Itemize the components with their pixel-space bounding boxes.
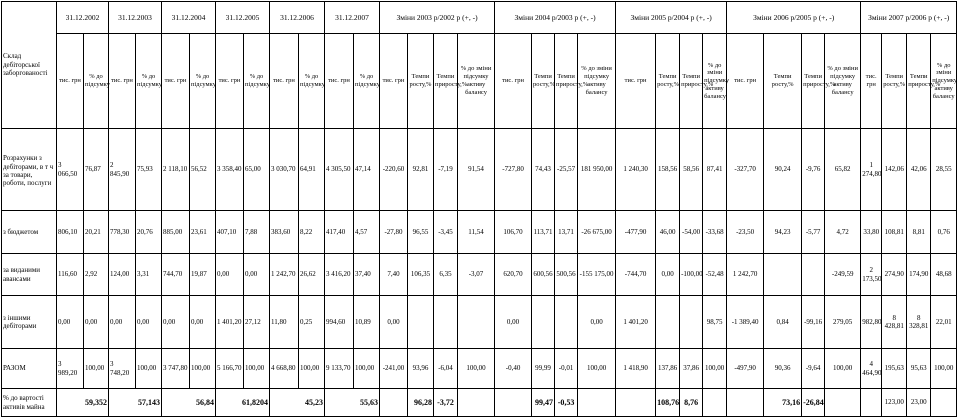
value-cell: -241,00 [380, 349, 408, 389]
value-cell: 3 416,20 [325, 254, 354, 296]
value-cell: 45,23 [270, 389, 325, 417]
value-cell: -6,04 [434, 349, 458, 389]
value-cell: 108,76 [656, 389, 680, 417]
value-cell: 2 173,50 [861, 254, 882, 296]
value-cell: 48,68 [931, 254, 957, 296]
value-cell: 73,16 [764, 389, 802, 417]
value-cell: 100,00 [84, 349, 109, 389]
value-cell: -497,90 [727, 349, 764, 389]
value-cell: -99,16 [802, 296, 825, 349]
value-cell: 58,56 [680, 129, 703, 211]
value-cell: 3 358,40 [216, 129, 244, 211]
col-header: Темпи приросту,% [680, 34, 703, 129]
value-cell: 4 464,90 [861, 349, 882, 389]
value-cell: 26,62 [299, 254, 325, 296]
table-row [2, 211, 957, 254]
value-cell: -26,84 [802, 389, 825, 417]
value-cell: -220,60 [380, 129, 408, 211]
table-row [2, 254, 957, 296]
value-cell: -249,59 [825, 254, 861, 296]
value-cell: -25,57 [555, 129, 578, 211]
period-header: 31.12.2003 [109, 2, 162, 34]
value-cell: 59,352 [57, 389, 109, 417]
value-cell: 7,88 [244, 211, 270, 254]
receivables-table [1, 1, 957, 417]
value-cell: 3 989,20 [57, 349, 84, 389]
value-cell [656, 296, 680, 349]
value-cell: 37,40 [354, 254, 380, 296]
col-header: Темпи росту,% [656, 34, 680, 129]
value-cell: -1 389,40 [727, 296, 764, 349]
row-label: РАЗОМ [2, 349, 57, 389]
value-cell: 13,71 [555, 211, 578, 254]
value-cell: 174,90 [907, 254, 931, 296]
row-label: Розрахунки з дебіторами, в т ч за товари, роботи, послуги [2, 129, 57, 211]
col-header: % до підсумку [84, 34, 109, 129]
value-cell: 417,40 [325, 211, 354, 254]
value-cell: -327,70 [727, 129, 764, 211]
row-label: % до вартості активів майна [2, 389, 57, 417]
col-header: Темпи приросту,% [802, 34, 825, 129]
period-header: 31.12.2006 [270, 2, 325, 34]
value-cell: 5 166,70 [216, 349, 244, 389]
value-cell: 0,00 [109, 296, 136, 349]
value-cell: -0,53 [555, 389, 578, 417]
value-cell: 195,63 [882, 349, 907, 389]
change-header: Зміни 2004 р/2003 р (+, -) [495, 2, 616, 34]
value-cell: 98,75 [703, 296, 727, 349]
value-cell: 11,54 [458, 211, 495, 254]
value-cell: 27,12 [244, 296, 270, 349]
col-header: Темпи росту,% [882, 34, 907, 129]
col-header: % до підсумку [354, 34, 380, 129]
value-cell: 274,90 [882, 254, 907, 296]
change-header: Зміни 2006 р/2005 р (+, -) [727, 2, 861, 34]
col-header: Темпи приросту,% [907, 34, 931, 129]
value-cell: 57,143 [109, 389, 162, 417]
col-header: % до зміни підсумку активу балансу [578, 34, 616, 129]
value-cell: 100,00 [354, 349, 380, 389]
value-cell: 2 845,90 [109, 129, 136, 211]
value-cell: -23,50 [727, 211, 764, 254]
value-cell: 4,57 [354, 211, 380, 254]
value-cell: 46,00 [656, 211, 680, 254]
period-header: 31.12.2004 [162, 2, 216, 34]
value-cell: 620,70 [495, 254, 532, 296]
value-cell: 56,52 [190, 129, 216, 211]
value-cell: 22,01 [931, 296, 957, 349]
value-cell: -52,48 [703, 254, 727, 296]
value-cell: 0,00 [578, 296, 616, 349]
value-cell: 1 401,20 [616, 296, 656, 349]
value-cell [532, 296, 555, 349]
value-cell [764, 254, 802, 296]
value-cell: 100,00 [825, 349, 861, 389]
value-cell: 92,81 [408, 129, 434, 211]
table-row [2, 389, 957, 417]
value-cell: 100,00 [931, 349, 957, 389]
value-cell: 6,35 [434, 254, 458, 296]
col-header: тис. грн [861, 34, 882, 129]
value-cell: 1 274,80 [861, 129, 882, 211]
value-cell: 8 428,81 [882, 296, 907, 349]
value-cell: 806,10 [57, 211, 84, 254]
value-cell: 3 066,50 [57, 129, 84, 211]
value-cell: 0,00 [190, 296, 216, 349]
col-header: % до підсумку [190, 34, 216, 129]
value-cell: 3 747,80 [162, 349, 190, 389]
value-cell: 142,06 [882, 129, 907, 211]
value-cell: 124,00 [109, 254, 136, 296]
value-cell: 123,00 [882, 389, 907, 417]
value-cell [680, 296, 703, 349]
value-cell: 23,00 [907, 389, 931, 417]
change-header: Зміни 2003 р/2002 р (+, -) [380, 2, 495, 34]
value-cell: -100,00 [680, 254, 703, 296]
value-cell: 106,70 [495, 211, 532, 254]
value-cell: 55,63 [325, 389, 380, 417]
value-cell: 90,36 [764, 349, 802, 389]
value-cell [802, 254, 825, 296]
value-cell: 0,00 [244, 254, 270, 296]
value-cell: 9 133,70 [325, 349, 354, 389]
col-header: тис. грн [270, 34, 299, 129]
value-cell: -727,80 [495, 129, 532, 211]
value-cell: 0,00 [495, 296, 532, 349]
value-cell: 4,72 [825, 211, 861, 254]
value-cell: -0,01 [555, 349, 578, 389]
change-header: Зміни 2005 р/2004 р (+, -) [616, 2, 727, 34]
value-cell: 64,91 [299, 129, 325, 211]
value-cell: 113,71 [532, 211, 555, 254]
value-cell: 4 305,50 [325, 129, 354, 211]
value-cell [408, 296, 434, 349]
value-cell: 37,86 [680, 349, 703, 389]
col-header: % до підсумку [299, 34, 325, 129]
value-cell: 74,43 [532, 129, 555, 211]
value-cell: 90,24 [764, 129, 802, 211]
period-header: 31.12.2005 [216, 2, 270, 34]
col-header: тис. грн [380, 34, 408, 129]
col-header: Темпи росту,% [764, 34, 802, 129]
col-header: тис. грн [216, 34, 244, 129]
value-cell: 1 242,70 [270, 254, 299, 296]
value-cell: 0,84 [764, 296, 802, 349]
value-cell: 100,00 [190, 349, 216, 389]
value-cell: 383,60 [270, 211, 299, 254]
row-label: за виданими авансами [2, 254, 57, 296]
value-cell: 0,00 [380, 296, 408, 349]
table-row [2, 349, 957, 389]
value-cell: 23,61 [190, 211, 216, 254]
value-cell: -27,80 [380, 211, 408, 254]
col-header: тис. грн [727, 34, 764, 129]
value-cell: 28,55 [931, 129, 957, 211]
value-cell: 108,81 [882, 211, 907, 254]
value-cell: -744,70 [616, 254, 656, 296]
value-cell: 8,76 [680, 389, 703, 417]
value-cell: 0,76 [931, 211, 957, 254]
value-cell: -0,40 [495, 349, 532, 389]
value-cell: 33,80 [861, 211, 882, 254]
value-cell: 100,00 [136, 349, 162, 389]
value-cell: 100,00 [703, 349, 727, 389]
value-cell: 100,00 [299, 349, 325, 389]
value-cell: 0,00 [216, 254, 244, 296]
value-cell: 0,00 [57, 296, 84, 349]
col-header: % до зміни підсумку активу балансу [931, 34, 957, 129]
col-header: % до зміни підсумку активу балансу [825, 34, 861, 129]
col-header: тис. грн [495, 34, 532, 129]
value-cell: 0,25 [299, 296, 325, 349]
col-header: тис. грн [162, 34, 190, 129]
value-cell: 91,54 [458, 129, 495, 211]
spreadsheet [1, 1, 957, 416]
value-cell: 7,40 [380, 254, 408, 296]
value-cell: 0,00 [162, 296, 190, 349]
value-cell: 56,84 [162, 389, 216, 417]
value-cell: 137,86 [656, 349, 680, 389]
col-header: % до зміни підсумку активу балансу [458, 34, 495, 129]
value-cell: 4 668,80 [270, 349, 299, 389]
value-cell [458, 296, 495, 349]
value-cell: 1 401,20 [216, 296, 244, 349]
value-cell: 8 328,81 [907, 296, 931, 349]
value-cell: 65,82 [825, 129, 861, 211]
value-cell: 96,55 [408, 211, 434, 254]
value-cell: 0,00 [84, 296, 109, 349]
value-cell: -7,19 [434, 129, 458, 211]
value-cell: 93,96 [408, 349, 434, 389]
value-cell: 1 240,30 [616, 129, 656, 211]
value-cell: 100,00 [578, 349, 616, 389]
table-row [2, 296, 957, 349]
col-header: % до зміни підсумку активу балансу [703, 34, 727, 129]
value-cell: 994,60 [325, 296, 354, 349]
value-cell: 279,05 [825, 296, 861, 349]
col-header: % до підсумку [244, 34, 270, 129]
value-cell: 76,87 [84, 129, 109, 211]
value-cell: -3,07 [458, 254, 495, 296]
value-cell: 982,80 [861, 296, 882, 349]
value-cell: 94,23 [764, 211, 802, 254]
value-cell: 42,06 [907, 129, 931, 211]
value-cell: 10,89 [354, 296, 380, 349]
value-cell: 158,56 [656, 129, 680, 211]
value-cell: 99,99 [532, 349, 555, 389]
value-cell: -477,90 [616, 211, 656, 254]
col-header: Темпи росту,% [408, 34, 434, 129]
value-cell: -26 675,00 [578, 211, 616, 254]
value-cell: 0,00 [656, 254, 680, 296]
value-cell: 500,56 [555, 254, 578, 296]
value-cell: -33,68 [703, 211, 727, 254]
col-header: тис. грн [616, 34, 656, 129]
value-cell: 1 418,90 [616, 349, 656, 389]
col-header: Темпи росту,% [532, 34, 555, 129]
value-cell: 0,00 [136, 296, 162, 349]
value-cell: 778,30 [109, 211, 136, 254]
value-cell: 885,00 [162, 211, 190, 254]
value-cell: 87,41 [703, 129, 727, 211]
change-header: Зміни 2007 р/2006 р (+, -) [861, 2, 957, 34]
value-cell: 3 030,70 [270, 129, 299, 211]
value-cell: -155 175,00 [578, 254, 616, 296]
col-header: % до підсумку [136, 34, 162, 129]
value-cell: 100,00 [244, 349, 270, 389]
value-cell: 116,60 [57, 254, 84, 296]
col-header: тис. грн [109, 34, 136, 129]
period-header: 31.12.2007 [325, 2, 380, 34]
value-cell: 19,87 [190, 254, 216, 296]
value-cell: -54,00 [680, 211, 703, 254]
col-header: Темпи приросту,% [555, 34, 578, 129]
row-label: з іншими дебіторами [2, 296, 57, 349]
value-cell: 95,63 [907, 349, 931, 389]
value-cell: -5,77 [802, 211, 825, 254]
value-cell: -3,45 [434, 211, 458, 254]
composition-header: Склад дебіторської заборгованості [2, 2, 57, 129]
value-cell: -3,72 [434, 389, 458, 417]
value-cell [434, 296, 458, 349]
value-cell: 744,70 [162, 254, 190, 296]
value-cell: 11,80 [270, 296, 299, 349]
value-cell: 2 118,10 [162, 129, 190, 211]
value-cell: 99,47 [532, 389, 555, 417]
value-cell: 20,76 [136, 211, 162, 254]
value-cell: 20,21 [84, 211, 109, 254]
value-cell: 96,28 [408, 389, 434, 417]
value-cell: 75,93 [136, 129, 162, 211]
period-header: 31.12.2002 [57, 2, 109, 34]
value-cell [555, 296, 578, 349]
value-cell: -9,64 [802, 349, 825, 389]
col-header: Темпи приросту,% [434, 34, 458, 129]
value-cell: 8,22 [299, 211, 325, 254]
value-cell: 2,92 [84, 254, 109, 296]
value-cell: 600,56 [532, 254, 555, 296]
value-cell: 65,00 [244, 129, 270, 211]
value-cell: 47,14 [354, 129, 380, 211]
value-cell: 181 950,00 [578, 129, 616, 211]
value-cell: 407,10 [216, 211, 244, 254]
value-cell: 61,8204 [216, 389, 270, 417]
table-row [2, 129, 957, 211]
row-label: з бюджетом [2, 211, 57, 254]
value-cell: 3 748,20 [109, 349, 136, 389]
value-cell: -9,76 [802, 129, 825, 211]
col-header: тис. грн [57, 34, 84, 129]
value-cell: 8,81 [907, 211, 931, 254]
col-header: тис. грн [325, 34, 354, 129]
value-cell: 1 242,70 [727, 254, 764, 296]
value-cell: 106,35 [408, 254, 434, 296]
value-cell: 100,00 [458, 349, 495, 389]
value-cell: 3,31 [136, 254, 162, 296]
